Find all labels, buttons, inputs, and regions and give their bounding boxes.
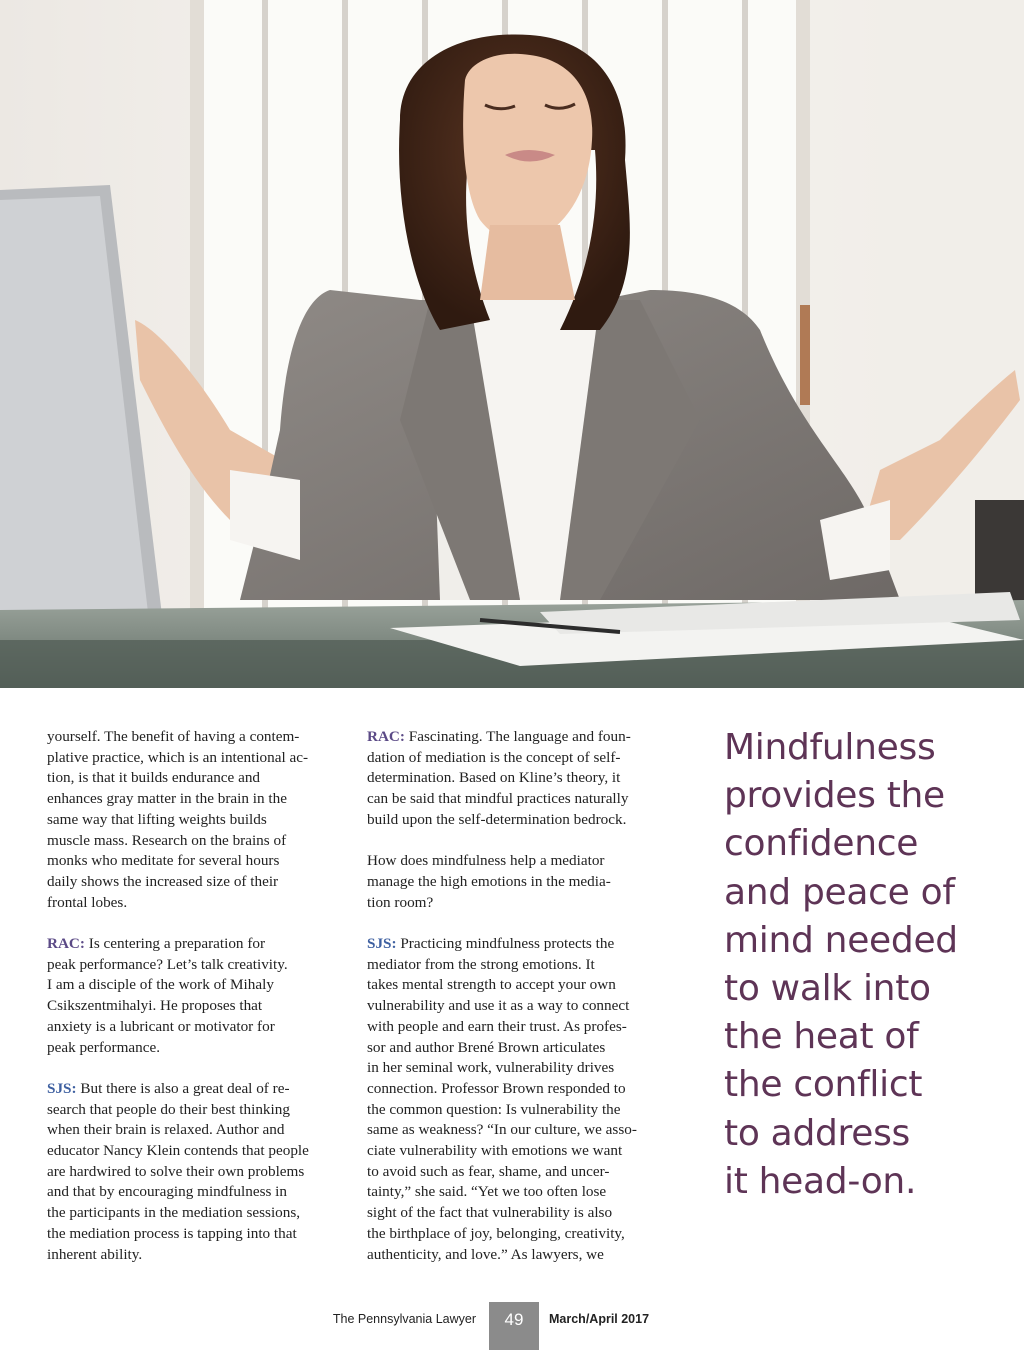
text-line	[367, 893, 659, 914]
text-run: Is centering a preparation for	[84, 935, 266, 953]
text-line	[47, 1079, 339, 1100]
text-run: muscle mass. Research on the brains of	[47, 831, 287, 849]
pull-quote-line: it head-on.	[724, 1160, 917, 1202]
text-run: sight of the fact that vulnerability is also	[367, 1204, 613, 1222]
text-run: frontal lobes.	[47, 893, 128, 911]
paragraph	[47, 1079, 339, 1265]
text-line	[367, 1162, 659, 1183]
text-run: with people and earn their trust. As profes-	[367, 1017, 627, 1035]
text-line	[47, 1141, 339, 1162]
text-run: anxiety is a lubricant or motivator for	[47, 1017, 275, 1035]
text-run: I am a disciple of the work of Mihaly	[47, 976, 274, 994]
text-line	[367, 727, 659, 748]
pull-quote-line: to address	[724, 1112, 911, 1154]
paragraph	[47, 727, 339, 913]
pull-quote-line: mind needed	[724, 919, 958, 961]
text-line	[47, 1162, 339, 1183]
text-line	[47, 1120, 339, 1141]
text-run: build upon the self-determination bedrock.	[367, 810, 627, 828]
pull-quote-line: provides the	[724, 775, 945, 817]
text-line	[47, 768, 339, 789]
page-footer	[0, 1302, 1024, 1350]
text-run: enhances gray matter in the brain in the	[47, 790, 287, 808]
paragraph	[367, 727, 659, 831]
text-run: and that by encouraging mindfulness in	[47, 1183, 287, 1201]
pull-quote-line: to walk into	[724, 968, 931, 1010]
text-line	[47, 893, 339, 914]
text-run: How does mindfulness help a mediator	[367, 852, 605, 870]
text-line	[47, 1182, 339, 1203]
text-run: search that people do their best thinking	[47, 1100, 290, 1118]
text-line	[47, 748, 339, 769]
text-run: tion room?	[367, 893, 434, 911]
pull-quote-line: confidence	[724, 823, 919, 865]
text-line	[47, 831, 339, 852]
text-run: plative practice, which is an intentional ac-	[47, 748, 309, 766]
text-line	[47, 1224, 339, 1245]
text-run: the birthplace of joy, belonging, creativity,	[367, 1224, 625, 1242]
text-line	[47, 955, 339, 976]
text-run: peak performance? Let’s talk creativity.	[47, 955, 288, 973]
text-line	[367, 1058, 659, 1079]
text-line	[47, 1017, 339, 1038]
text-line	[367, 975, 659, 996]
text-line	[367, 1245, 659, 1266]
paragraph	[367, 934, 659, 1265]
text-run: inherent ability.	[47, 1245, 143, 1263]
text-line	[367, 1100, 659, 1121]
text-run: tainty,” she said. “Yet we too often lose	[367, 1183, 607, 1201]
text-run: peak performance.	[47, 1038, 160, 1056]
pull-quote-line: and peace of	[724, 871, 955, 913]
text-run: tion, is that it builds endurance and	[47, 769, 261, 787]
text-line	[367, 1120, 659, 1141]
issue-date: March/April 2017	[549, 1312, 650, 1326]
text-run: Practicing mindfulness protects the	[396, 935, 615, 952]
speaker-label: RAC:	[367, 728, 405, 745]
text-run: sor and author Brené Brown articulates	[367, 1038, 606, 1056]
text-run: are hardwired to solve their own problems	[47, 1162, 305, 1180]
text-line	[367, 955, 659, 976]
text-line	[367, 1079, 659, 1100]
text-line	[367, 851, 659, 872]
text-line	[367, 1182, 659, 1203]
text-line	[367, 1017, 659, 1038]
text-run: But there is also a great deal of re-	[76, 1079, 290, 1097]
text-column-1	[47, 727, 339, 1286]
text-line	[367, 1038, 659, 1059]
text-run: Fascinating. The language and foun-	[404, 728, 631, 745]
text-run: the common question: Is vulnerability the	[367, 1100, 621, 1118]
text-line	[47, 1100, 339, 1121]
text-line	[47, 1038, 339, 1059]
paragraph	[367, 851, 659, 913]
text-column-2	[367, 727, 659, 1286]
text-run: connection. Professor Brown responded to	[367, 1079, 626, 1097]
text-run: the participants in the mediation sessions,	[47, 1204, 301, 1222]
speaker-label: SJS:	[367, 935, 397, 952]
text-run: same as weakness? “In our culture, we asso-	[367, 1121, 637, 1139]
text-run: manage the high emotions in the media-	[367, 872, 611, 890]
pull-quote-line: the heat of	[724, 1016, 919, 1058]
text-line	[367, 789, 659, 810]
text-line	[367, 996, 659, 1017]
text-run: takes mental strength to accept your own	[367, 976, 616, 994]
text-line	[47, 810, 339, 831]
text-run: the mediation process is tapping into that	[47, 1224, 297, 1242]
text-run: determination. Based on Kline’s theory, it	[367, 769, 621, 787]
text-run: educator Nancy Klein contends that people	[47, 1142, 309, 1160]
text-run: daily shows the increased size of their	[47, 872, 279, 890]
text-line	[47, 975, 339, 996]
text-line	[47, 1245, 339, 1266]
text-run: when their brain is relaxed. Author and	[47, 1121, 285, 1139]
text-run: authenticity, and love.” As lawyers, we	[367, 1245, 604, 1263]
text-run: same way that lifting weights builds	[47, 810, 267, 828]
text-line	[367, 768, 659, 789]
text-line	[47, 789, 339, 810]
pull-quote	[724, 724, 1014, 1206]
text-line	[47, 1203, 339, 1224]
text-run: vulnerability and use it as a way to connect	[367, 997, 630, 1015]
text-line	[367, 1203, 659, 1224]
text-line	[367, 748, 659, 769]
text-run: Csikszentmihalyi. He proposes that	[47, 997, 263, 1015]
text-run: ciate vulnerability with emotions we want	[367, 1142, 623, 1160]
pull-quote-line: Mindfulness	[724, 727, 936, 768]
text-line	[47, 872, 339, 893]
text-line	[367, 1224, 659, 1245]
pull-quote-line: the conflict	[724, 1064, 923, 1106]
text-run: in her seminal work, vulnerability drives	[367, 1059, 615, 1077]
publication-name: The Pennsylvania Lawyer	[332, 1312, 476, 1326]
text-line	[47, 934, 339, 955]
text-line	[367, 872, 659, 893]
text-run: monks who meditate for several hours	[47, 852, 280, 870]
speaker-label: SJS:	[47, 1079, 77, 1097]
text-run: mediator from the strong emotions. It	[367, 955, 595, 973]
text-run: to avoid such as fear, shame, and uncer-	[367, 1162, 610, 1180]
paragraph	[47, 934, 339, 1058]
text-line	[47, 996, 339, 1017]
text-line	[47, 727, 339, 748]
speaker-label: RAC:	[47, 935, 85, 953]
text-run: can be said that mindful practices naturally	[367, 790, 629, 808]
text-run: dation of mediation is the concept of self-	[367, 748, 621, 766]
text-run: yourself. The benefit of having a contem-	[47, 728, 300, 745]
text-line	[367, 934, 659, 955]
text-line	[367, 810, 659, 831]
page-number: 49	[489, 1302, 539, 1350]
text-line	[47, 851, 339, 872]
text-line	[367, 1141, 659, 1162]
